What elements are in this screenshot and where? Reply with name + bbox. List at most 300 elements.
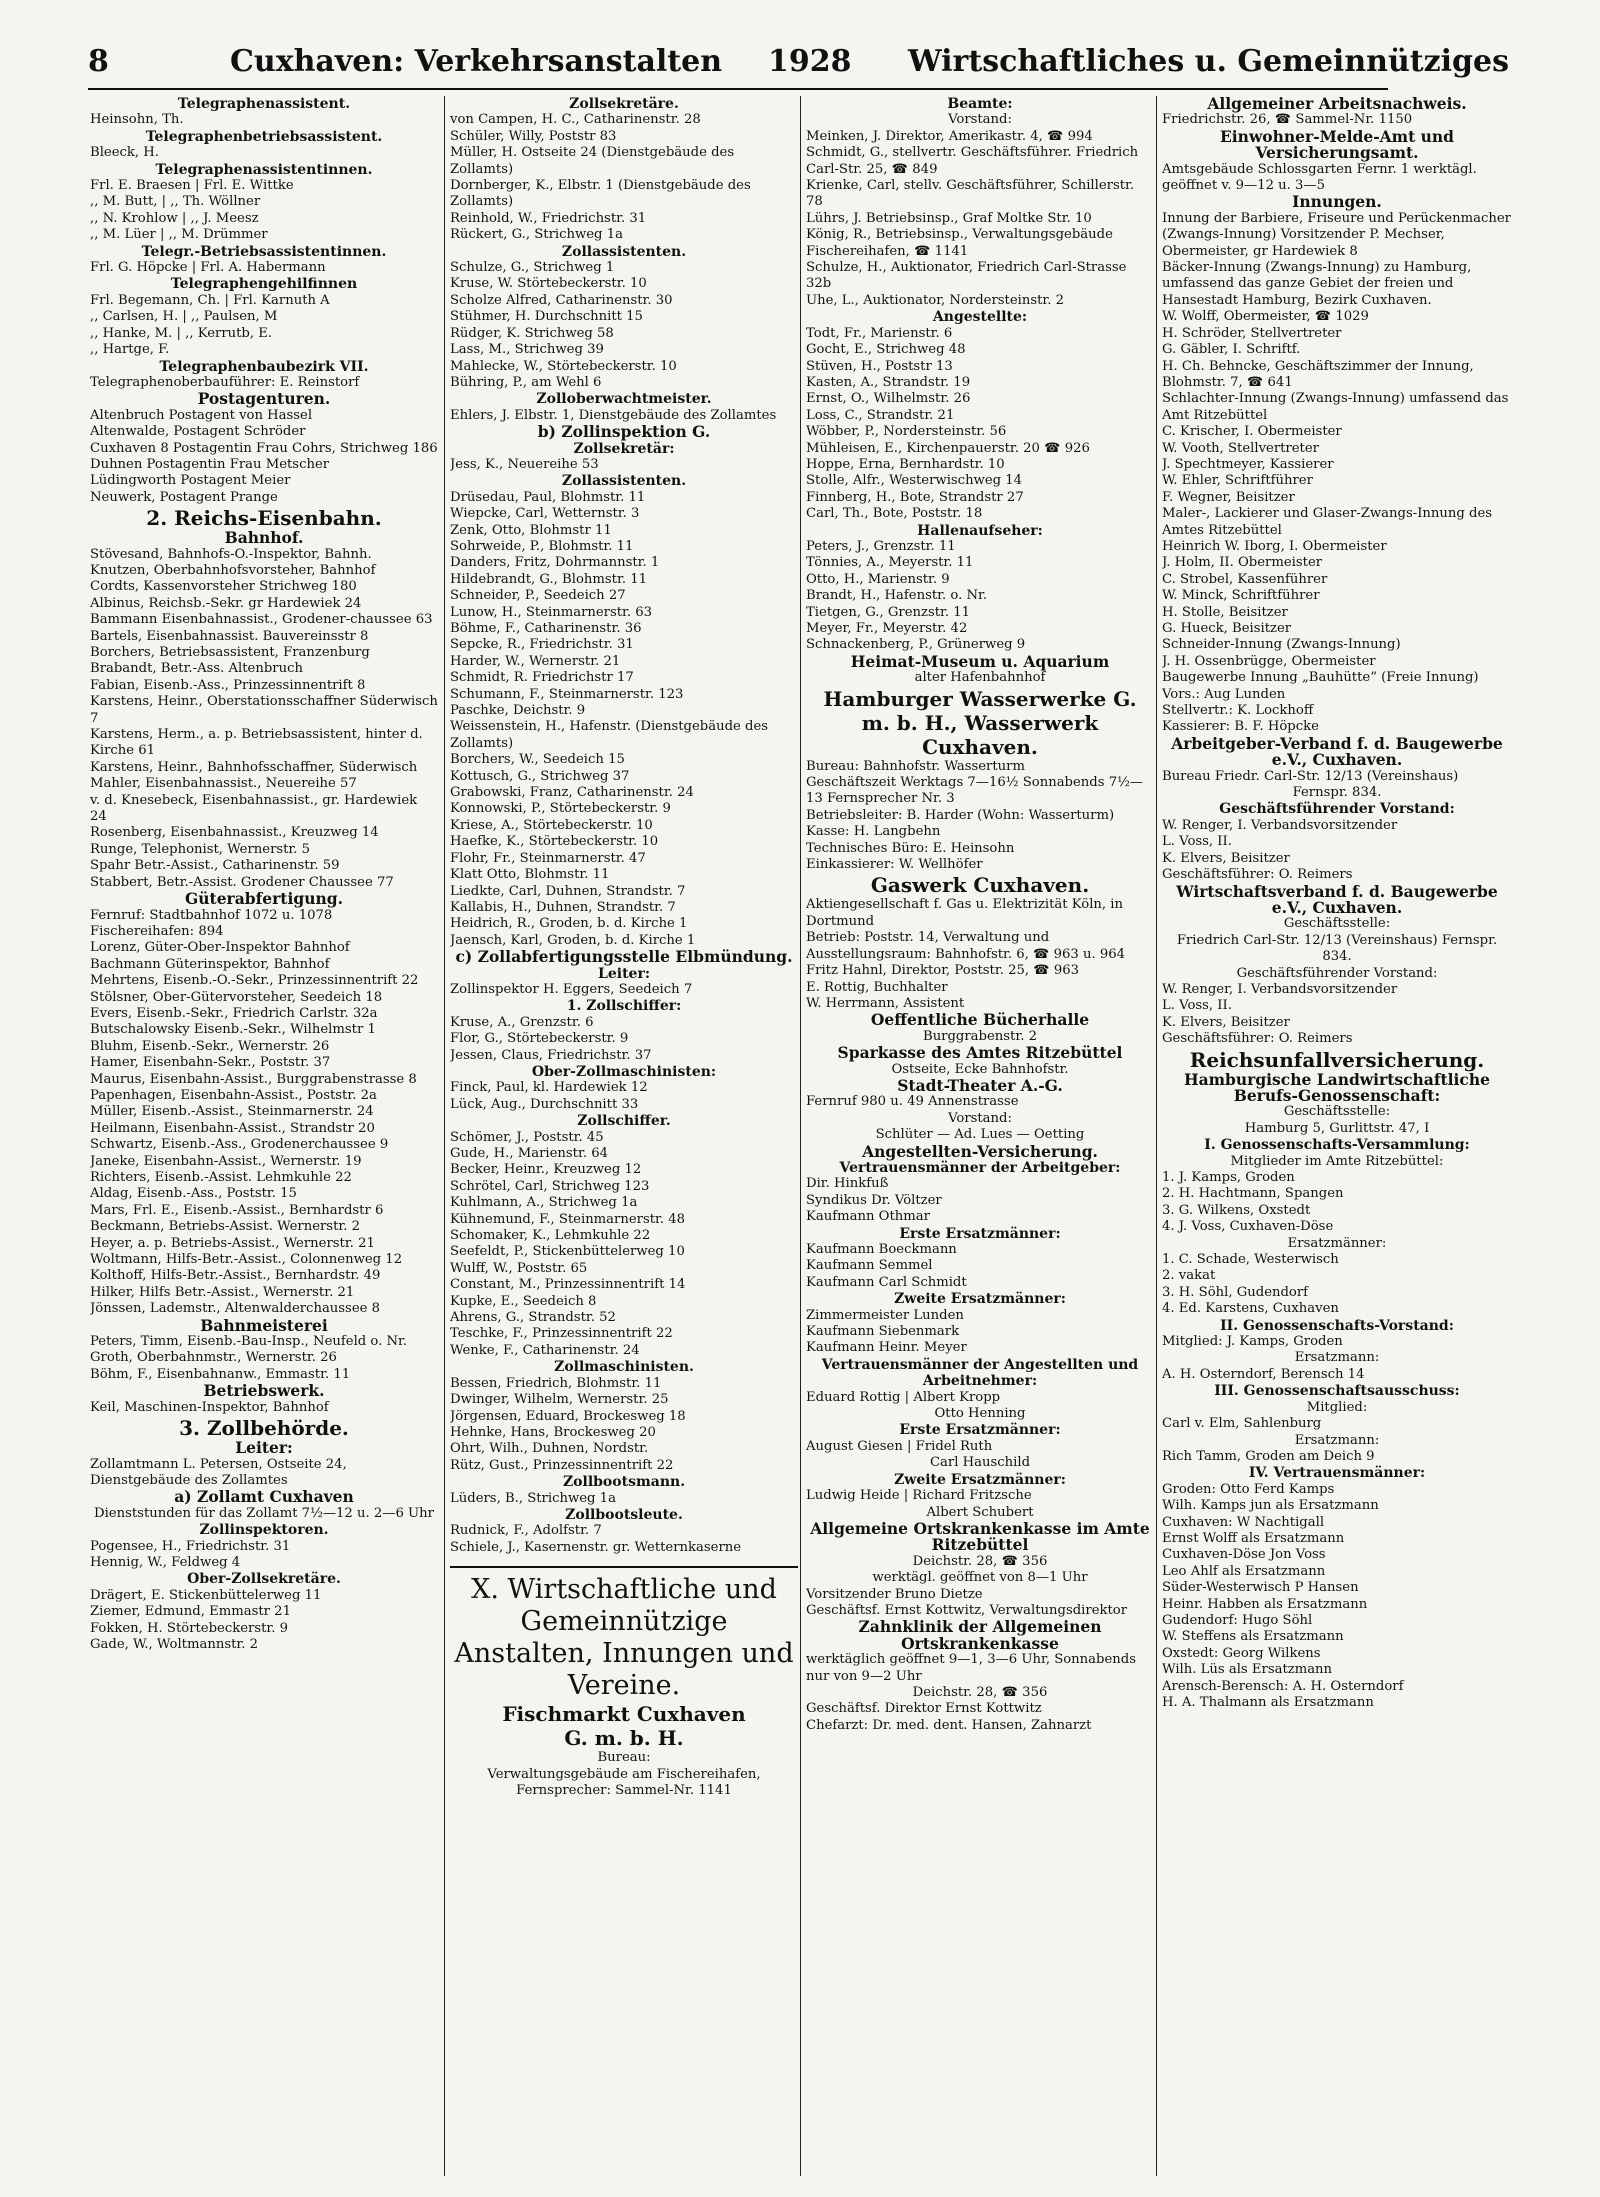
entry-line: König, R., Betriebsinsp., Verwaltungsgebäude Fischereihafen, ☎ 1141 (806, 227, 1113, 259)
entry-line: 2. H. Hachtmann, Spangen (1162, 1186, 1344, 1202)
entry-line: Carl, Th., Bote, Poststr. 18 (806, 506, 983, 522)
section-heading: Wirtschaftsverband f. d. Baugewerbe e.V., Cuxhaven. (1176, 881, 1498, 917)
entry-line: Tietgen, G., Grenzstr. 11 (806, 604, 971, 620)
section-heading: Fischmarkt Cuxhaven (502, 1702, 746, 1727)
entry-line: Loss, C., Strandstr. 21 (806, 407, 955, 423)
entry-line: Mitglieder im Amte Ritzebüttel: (1230, 1153, 1444, 1169)
entry-line: Butschalowsky Eisenb.-Sekr., Wilhelmstr 1 (90, 1022, 376, 1038)
entry-line: Seefeldt, P., Stickenbüttelerweg 10 (450, 1244, 685, 1260)
entry-line: 1. J. Kamps, Groden (1162, 1170, 1295, 1185)
entry-line: ,, M. Butt, | ,, Th. Wöllner (90, 194, 261, 210)
entry-line: Gude, H., Marienstr. 64 (450, 1146, 609, 1161)
entry-line: K. Elvers, Beisitzer (1162, 1014, 1290, 1030)
entry-line: Mitglied: (1306, 1399, 1368, 1415)
section-heading: Innungen. (1292, 192, 1382, 212)
entry-line: Heinsohn, Th. (90, 112, 184, 128)
section-heading: Zollsekretär: (573, 440, 675, 457)
entry-line: Bessen, Friedrich, Blohmstr. 11 (450, 1375, 662, 1391)
entry-line: Heilmann, Eisenbahn-Assist., Strandstr 20 (90, 1120, 375, 1136)
section-heading: Beamte: (947, 96, 1013, 112)
entry-line: Dienststunden für das Zollamt 7½—12 u. 2—6 Uhr (94, 1505, 434, 1521)
entry-line: G. Hueck, Beisitzer (1162, 621, 1292, 636)
section-heading: Zweite Ersatzmänner: (894, 1471, 1066, 1488)
entry-line: Lüders, B., Strichweg 1a (450, 1490, 616, 1506)
entry-line: Cuxhaven-Döse Jon Voss (1162, 1547, 1326, 1563)
entry-line: Geschäftsführer: O. Reimers (1162, 1031, 1353, 1047)
entry-line: Jessen, Claus, Friedrichstr. 37 (450, 1047, 652, 1063)
entry-line: Lunow, H., Steinmarnerstr. 63 (450, 604, 653, 620)
entry-line: Brabandt, Betr.-Ass. Altenbruch (90, 661, 303, 677)
entry-line: Kasse: H. Langbehn (806, 824, 941, 840)
entry-line: Bartels, Eisenbahnassist. Bauvereinsstr 8 (90, 628, 369, 644)
section-heading: Erste Ersatzmänner: (899, 1422, 1061, 1439)
entry-line: Beckmann, Betriebs-Assist. Wernerstr. 2 (90, 1219, 361, 1235)
entry-line: Stölsner, Ober-Gütervorsteher, Seedeich 18 (90, 989, 383, 1005)
entry-line: Mahler, Eisenbahnassist., Neuereihe 57 (90, 776, 357, 792)
entry-line: H. Schröder, Stellvertreter (1162, 325, 1342, 341)
entry-line: Groden: Otto Ferd Kamps (1162, 1481, 1335, 1497)
section-heading: Telegr.-Betriebsassistentinnen. (141, 243, 387, 260)
entry-line: Reinhold, W., Friedrichstr. 31 (450, 210, 647, 226)
entry-line: Fabian, Eisenb.-Ass., Prinzessinnentrift 8 (90, 677, 366, 693)
entry-line: Kruse, A., Grenzstr. 6 (450, 1014, 594, 1030)
entry-line: Scholze Alfred, Catharinenstr. 30 (450, 292, 673, 308)
entry-line: Karstens, Heinr., Bahnhofsschaffner, Süderwisch (90, 759, 418, 775)
entry-line: Aktiengesellschaft f. Gas u. Elektrizität Köln, in Dortmund (806, 897, 1124, 929)
entry-line: Eduard Rottig | Albert Kropp (806, 1389, 1001, 1405)
entry-line: Geschäftsführender Vorstand: (1236, 965, 1438, 981)
section-heading: c) Zollabfertigungsstelle Elbmündung. (455, 947, 793, 967)
entry-line: Hehnke, Hans, Brockesweg 20 (450, 1424, 656, 1440)
entry-line: Hamburg 5, Gurlittstr. 47, I (1244, 1120, 1430, 1136)
entry-line: Finnberg, H., Bote, Strandstr 27 (806, 489, 1024, 505)
entry-line: 4. Ed. Karstens, Cuxhaven (1162, 1301, 1339, 1317)
section-heading: Hallenaufseher: (917, 522, 1043, 539)
entry-line: L. Voss, II. (1162, 998, 1232, 1014)
entry-line: Harder, W., Wernerstr. 21 (450, 653, 621, 669)
entry-line: Meinken, J. Direktor, Amerikastr. 4, ☎ 994 (806, 128, 1093, 144)
entry-line: 3. G. Wilkens, Oxstedt (1162, 1202, 1311, 1218)
entry-line: Bureau: (597, 1750, 651, 1766)
entry-line: Baugewerbe Innung „Bauhütte“ (Freie Innung) (1162, 670, 1479, 686)
entry-line: Janeke, Eisenbahn-Assist., Wernerstr. 19 (90, 1153, 362, 1169)
entry-line: Sepcke, R., Friedrichstr. 31 (450, 637, 634, 653)
section-heading: Telegraphenbaubezirk VII. (159, 358, 369, 375)
section-heading: Reichsunfallversicherung. (1189, 1047, 1485, 1072)
section-heading: Angestellte: (932, 309, 1028, 326)
section-heading: Arbeitgeber-Verband f. d. Baugewerbe e.V., Cuxhaven. (1171, 733, 1503, 770)
entry-line: J. Spechtmeyer, Kassierer (1162, 456, 1334, 472)
entry-line: W. Vooth, Stellvertreter (1162, 440, 1319, 456)
entry-line: Peters, Timm, Eisenb.-Bau-Insp., Neufeld o. Nr. (90, 1334, 408, 1350)
entry-line: Wöbber, P., Nordersteinstr. 56 (806, 424, 1007, 440)
entry-line: Cordts, Kassenvorsteher Strichweg 180 (90, 579, 357, 595)
entry-line: G. Gäbler, I. Schriftf. (1162, 342, 1301, 358)
entry-line: Jaensch, Karl, Groden, b. d. Kirche 1 (450, 932, 696, 948)
entry-line: Schneider, P., Seedeich 27 (450, 588, 626, 604)
entry-line: Kassierer: B. F. Höpcke (1162, 719, 1319, 735)
entry-line: Betrieb: Poststr. 14, Verwaltung und Ausstellungsraum: Bahnhofstr. 6, ☎ 963 u. 964 (806, 930, 1126, 962)
entry-line: Kasten, A., Strandstr. 19 (806, 374, 971, 390)
section-heading: II. Genossenschafts-Vorstand: (1220, 1317, 1454, 1334)
entry-line: Arensch-Berensch: A. H. Osterndorf (1162, 1678, 1404, 1694)
entry-line: Schomaker, K., Lehmkuhle 22 (450, 1228, 651, 1244)
entry-line: Friedrich Carl-Str. 12/13 (Vereinshaus) Fernspr. 834. (1176, 932, 1498, 965)
entry-line: Albinus, Reichsb.-Sekr. gr Hardewiek 24 (90, 595, 362, 611)
entry-line: Mahlecke, W., Störtebeckerstr. 10 (450, 358, 677, 374)
entry-line: Finck, Paul, kl. Hardewiek 12 (450, 1080, 648, 1096)
entry-line: Jönssen, Lademstr., Altenwalderchaussee 8 (90, 1301, 381, 1317)
entry-line: Rosenberg, Eisenbahnassist., Kreuzweg 14 (90, 825, 379, 841)
entry-line: Einkassierer: W. Wellhöfer (806, 857, 983, 873)
entry-line: Flor, G., Störtebeckerstr. 9 (450, 1031, 629, 1047)
entry-line: Ersatzmänner: (1287, 1235, 1387, 1251)
entry-line: Bammann Eisenbahnassist., Grodener-chaussee 63 (90, 612, 433, 628)
entry-line: Klatt Otto, Blohmstr. 11 (450, 867, 610, 883)
page-number: 8 (88, 44, 109, 79)
section-heading: Sparkasse des Amtes Ritzebüttel (837, 1043, 1123, 1063)
entry-line: Krienke, Carl, stellv. Geschäftsführer, Schillerstr. 78 (806, 178, 1135, 210)
entry-line: Richters, Eisenb.-Assist. Lehmkuhle 22 (90, 1170, 352, 1185)
entry-line: Rudnick, F., Adolfstr. 7 (450, 1523, 602, 1539)
column-2 (450, 96, 798, 2176)
entry-line: Albert Schubert (926, 1504, 1034, 1520)
section-heading: Oeffentliche Bücherhalle (870, 1010, 1090, 1030)
section-heading: Postagenturen. (197, 389, 331, 409)
entry-line: Frl. G. Höpcke | Frl. A. Habermann (90, 260, 326, 276)
entry-line: Schiele, J., Kasernenstr. gr. Wetternkaserne (450, 1539, 742, 1555)
entry-line: Stabbert, Betr.-Assist. Grodener Chaussee 77 (90, 874, 394, 890)
entry-line: W. Wolff, Obermeister, ☎ 1029 (1162, 309, 1369, 325)
entry-line: Runge, Telephonist, Wernerstr. 5 (90, 841, 311, 857)
entry-line: E. Rottig, Buchhalter (806, 979, 948, 995)
section-heading: Zollassistenten. (561, 243, 687, 260)
entry-line: Meyer, Fr., Meyerstr. 42 (806, 621, 968, 636)
entry-line: Woltmann, Hilfs-Betr.-Assist., Colonnenweg 12 (90, 1252, 403, 1268)
entry-line: Kolthoff, Hilfs-Betr.-Assist., Bernhardstr. 49 (90, 1268, 381, 1284)
header-right-title: Wirtschaftliches u. Gemeinnütziges (908, 44, 1509, 79)
entry-line: Kuhlmann, A., Strichweg 1a (450, 1195, 638, 1211)
entry-line: Becker, Heinr., Kreuzweg 12 (450, 1162, 642, 1178)
section-heading: Bahnhof. (224, 528, 304, 548)
section-heading: Leiter: (598, 965, 650, 982)
entry-line: Kupke, E., Seedeich 8 (450, 1293, 597, 1309)
entry-line: Wiepcke, Carl, Wetternstr. 3 (450, 506, 640, 522)
entry-line: Schulze, H., Auktionator, Friedrich Carl-Strasse 32b (806, 260, 1127, 292)
entry-line: Wulff, W., Poststr. 65 (450, 1260, 588, 1276)
entry-line: Rich Tamm, Groden am Deich 9 (1162, 1448, 1375, 1464)
entry-line: Kühnemund, F., Steinmarnerstr. 48 (450, 1211, 686, 1227)
entry-line: Fokken, H. Störtebeckerstr. 9 (90, 1620, 289, 1636)
column-divider (444, 96, 445, 2176)
section-heading: Zahnklinik der Allgemeinen Ortskrankenkasse (858, 1617, 1102, 1653)
entry-line: J. H. Ossenbrügge, Obermeister (1162, 653, 1376, 669)
entry-line: Heinrich W. Iborg, I. Obermeister (1162, 538, 1387, 554)
header-year: 1928 (768, 44, 852, 79)
entry-line: Tönnies, A., Meyerstr. 11 (806, 555, 974, 571)
entry-line: Bachmann Güterinspektor, Bahnhof (90, 956, 330, 972)
entry-line: Leo Ahlf als Ersatzmann (1162, 1563, 1326, 1579)
entry-line: Schwartz, Eisenb.-Ass., Grodenerchaussee 9 (90, 1137, 389, 1153)
entry-line: Stühmer, H. Durchschnitt 15 (450, 309, 643, 325)
entry-line: H. Ch. Behncke, Geschäftszimmer der Innung, Blohmstr. 7, ☎ 641 (1162, 358, 1474, 390)
section-heading: 2. Reichs-Eisenbahn. (146, 506, 382, 531)
entry-line: 4. J. Voss, Cuxhaven-Döse (1162, 1219, 1334, 1235)
entry-line: Todt, Fr., Marienstr. 6 (806, 325, 953, 341)
entry-line: Zollamtmann L. Petersen, Ostseite 24, Dienstgebäude des Zollamtes (90, 1456, 347, 1488)
entry-line: Ehlers, J. Elbstr. 1, Dienstgebäude des Zollamtes (450, 407, 777, 423)
entry-line: Heyer, a. p. Betriebs-Assist., Wernerstr. 21 (90, 1235, 375, 1251)
entry-line: Stövesand, Bahnhofs-O.-Inspektor, Bahnh. (90, 546, 372, 562)
entry-line: Borchers, Betriebsassistent, Franzenburg (90, 645, 370, 660)
entry-line: Hamer, Eisenbahn-Sekr., Poststr. 37 (90, 1055, 331, 1071)
entry-line: Rütz, Gust., Prinzessinnentrift 22 (450, 1457, 674, 1473)
entry-line: Stüven, H., Poststr 13 (806, 358, 953, 374)
entry-line: Cuxhaven 8 Postagentin Frau Cohrs, Strichweg 186 (90, 440, 438, 456)
entry-line: Betriebsleiter: B. Harder (Wohn: Wasserturm) (806, 807, 1115, 823)
entry-line: Konnowski, P., Störtebeckerstr. 9 (450, 801, 671, 817)
section-heading: Zollschiffer. (577, 1113, 671, 1130)
entry-line: Technisches Büro: E. Heinsohn (806, 840, 1015, 856)
entry-line: Böhm, F., Eisenbahnanw., Emmastr. 11 (90, 1366, 351, 1382)
entry-line: Schmidt, R. Friedrichstr 17 (450, 670, 634, 686)
entry-line: Peters, J., Grenzstr. 11 (806, 538, 956, 554)
entry-line: Aldag, Eisenb.-Ass., Poststr. 15 (90, 1186, 297, 1202)
entry-line: Karstens, Heinr., Oberstationsschaffner Süderwisch 7 (90, 694, 438, 726)
entry-line: Vors.: Aug Lunden (1162, 686, 1286, 702)
entry-line: Bluhm, Eisenb.-Sekr., Wernerstr. 26 (90, 1038, 330, 1054)
section-heading: Erste Ersatzmänner: (899, 1225, 1061, 1242)
entry-line: Heinr. Habben als Ersatzmann (1162, 1596, 1368, 1612)
entry-line: Süder-Westerwisch P Hansen (1162, 1580, 1359, 1596)
column-1 (90, 96, 438, 2176)
entry-line: Geschäftsstelle: (1283, 1104, 1391, 1120)
entry-line: Otto, H., Marienstr. 9 (806, 571, 950, 587)
entry-line: Zimmermeister Lunden (806, 1307, 964, 1323)
entry-line: Geschäftsstelle: (1283, 916, 1391, 932)
entry-line: Lorenz, Güter-Ober-Inspektor Bahnhof (90, 940, 350, 956)
entry-line: Borchers, W., Seedeich 15 (450, 752, 625, 768)
entry-line: Schüler, Willy, Poststr 83 (450, 128, 617, 144)
entry-line: Dir. Hinkfuß (806, 1176, 889, 1192)
entry-line: Maler-, Lackierer und Glaser-Zwangs-Innung des Amtes Ritzebüttel (1162, 506, 1493, 538)
entry-line: Geschäftsführer: O. Reimers (1162, 867, 1353, 883)
section-heading: Zollmaschinisten. (554, 1359, 694, 1376)
section-heading: Ober-Zollmaschinisten: (531, 1063, 717, 1080)
column-3 (806, 96, 1154, 2176)
entry-line: ,, M. Lüer | ,, M. Drümmer (90, 227, 268, 243)
entry-line: Paschke, Deichstr. 9 (450, 703, 586, 719)
entry-line: Haefke, K., Störtebeckerstr. 10 (450, 834, 659, 850)
entry-line: alter Hafenbahnhof (914, 670, 1046, 686)
section-heading: IV. Vertrauensmänner: (1248, 1465, 1426, 1482)
entry-line: Wilh. Lüs als Ersatzmann (1162, 1662, 1333, 1678)
entry-line: Carl v. Elm, Sahlenburg (1162, 1416, 1322, 1432)
entry-line: Vorsitzender Bruno Dietze (806, 1586, 983, 1602)
entry-line: Zenk, Otto, Blohmstr 11 (450, 522, 612, 538)
entry-line: Brandt, H., Hafenstr. o. Nr. (806, 588, 988, 604)
entry-line: Mühleisen, E., Kirchenpauerstr. 20 ☎ 926 (806, 440, 1090, 456)
entry-line: Vorstand: (948, 1110, 1012, 1126)
entry-line: Fernspr. 834. (1292, 785, 1382, 801)
header-rule (88, 88, 1388, 90)
entry-line: Bühring, P., am Wehl 6 (450, 374, 602, 390)
entry-line: Evers, Eisenb.-Sekr., Friedrich Carlstr. 32a (90, 1005, 378, 1021)
entry-line: Neuwerk, Postagent Prange (90, 489, 278, 505)
section-heading: Stadt-Theater A.-G. (897, 1075, 1063, 1095)
entry-line: Geschäftszeit Werktags 7—16½ Sonnabends 7½—13 Fernsprecher Nr. 3 (806, 775, 1144, 807)
entry-line: Mars, Frl. E., Eisenb.-Assist., Bernhardstr 6 (90, 1202, 384, 1218)
entry-line: Dornberger, K., Elbstr. 1 (Dienstgebäude des Zollamts) (450, 178, 751, 210)
section-heading: Zollsekretäre. (569, 96, 679, 112)
entry-line: W. Steffens als Ersatzmann (1162, 1629, 1344, 1645)
entry-line: Deichstr. 28, ☎ 356 (912, 1684, 1048, 1700)
entry-line: Flohr, Fr., Steinmarnerstr. 47 (450, 850, 646, 866)
entry-line: Kaufmann Othmar (806, 1209, 930, 1225)
entry-line: Bureau Friedr. Carl-Str. 12/13 (Vereinshaus) (1162, 768, 1459, 784)
section-heading: Betriebswerk. (203, 1381, 325, 1401)
entry-line: 2. vakat (1162, 1268, 1216, 1284)
section-heading: Telegraphenassistentinnen. (155, 161, 373, 178)
entry-line: W. Ehler, Schriftführer (1162, 473, 1313, 489)
entry-line: W. Renger, I. Verbandsvorsitzender (1162, 817, 1398, 833)
section-heading: Angestellten-Versicherung. (862, 1141, 1098, 1161)
section-heading: Güterabfertigung. (185, 889, 343, 909)
entry-line: Hoppe, Erna, Bernhardstr. 10 (806, 456, 1005, 472)
entry-line: Schneider-Innung (Zwangs-Innung) (1162, 637, 1401, 653)
entry-line: Weissenstein, H., Hafenstr. (Dienstgebäude des Zollamts) (450, 719, 769, 751)
entry-line: Rückert, G., Strichweg 1a (450, 227, 623, 243)
entry-line: ,, Carlsen, H. | ,, Paulsen, M (90, 309, 278, 325)
entry-line: Wilh. Kamps jun als Ersatzmann (1162, 1498, 1379, 1514)
entry-line: Chefarzt: Dr. med. dent. Hansen, Zahnarzt (806, 1717, 1092, 1733)
section-heading: X. Wirtschaftliche und Gemeinnützige Anstalten, Innungen und Vereine. (450, 1566, 798, 1702)
entry-line: Drüsedau, Paul, Blohmstr. 11 (450, 489, 646, 505)
entry-line: Spahr Betr.-Assist., Catharinenstr. 59 (90, 858, 340, 874)
section-heading: Leiter: (235, 1438, 293, 1458)
entry-line: Teschke, F., Prinzessinnentrift 22 (450, 1326, 673, 1342)
entry-line: v. d. Knesebeck, Eisenbahnassist., gr. Hardewiek 24 (90, 792, 418, 825)
entry-line: Ersatzmann: (1294, 1350, 1380, 1366)
entry-line: Kaufmann Carl Schmidt (806, 1274, 967, 1290)
entry-line: H. Stolle, Beisitzer (1162, 604, 1288, 620)
entry-line: Müller, Eisenb.-Assist., Steinmarnerstr. 24 (90, 1104, 374, 1120)
entry-line: Kriese, A., Störtebeckerstr. 10 (450, 817, 653, 833)
entry-line: Schmidt, G., stellvertr. Geschäftsführer. Friedrich Carl-Str. 25, ☎ 849 (806, 145, 1139, 177)
entry-line: Carl Hauschild (929, 1455, 1031, 1471)
entry-line: Hildebrandt, G., Blohmstr. 11 (450, 571, 647, 587)
entry-line: August Giesen | Fridel Ruth (806, 1438, 993, 1454)
column-4 (1162, 96, 1512, 2176)
entry-line: Knutzen, Oberbahnhofsvorsteher, Bahnhof (90, 562, 376, 578)
entry-line: Schlachter-Innung (Zwangs-Innung) umfassend das Amt Ritzebüttel (1162, 391, 1509, 423)
entry-line: Duhnen Postagentin Frau Metscher (90, 456, 330, 472)
entry-line: Kottusch, G., Strichweg 37 (450, 768, 630, 784)
section-heading: Zollinspektoren. (199, 1522, 329, 1539)
section-heading: Bahnmeisterei (200, 1315, 328, 1335)
section-heading: Zollbootsleute. (565, 1506, 683, 1523)
entry-line: Zollinspektor H. Eggers, Seedeich 7 (450, 981, 693, 997)
entry-line: Ohrt, Wilh., Duhnen, Nordstr. (450, 1441, 649, 1457)
entry-line: Hilker, Hilfs Betr.-Assist., Wernerstr. 21 (90, 1284, 355, 1300)
entry-line: Oxstedt: Georg Wilkens (1162, 1645, 1321, 1661)
entry-line: Schrötel, Carl, Strichweg 123 (450, 1178, 650, 1194)
entry-line: Kaufmann Siebenmark (806, 1324, 960, 1340)
entry-line: Keil, Maschinen-Inspektor, Bahnhof (90, 1399, 329, 1415)
entry-line: ,, N. Krohlow | ,, J. Meesz (90, 210, 259, 226)
entry-line: Fernruf 980 u. 49 Annenstrasse (806, 1094, 1019, 1110)
section-heading: Telegraphenassistent. (177, 96, 351, 112)
entry-line: Papenhagen, Eisenbahn-Assist., Poststr. 2a (90, 1087, 377, 1103)
entry-line: Mitglied: J. Kamps, Groden (1162, 1334, 1343, 1350)
entry-line: Ahrens, G., Strandstr. 52 (450, 1310, 616, 1326)
entry-line: Gudendorf: Hugo Söhl (1162, 1612, 1313, 1628)
page-header (88, 44, 1509, 88)
section-heading: a) Zollamt Cuxhaven (174, 1487, 354, 1507)
section-heading: Zollassistenten. (561, 473, 687, 490)
entry-line: Drägert, E. Stickenbüttelerweg 11 (90, 1587, 322, 1603)
section-heading: Zweite Ersatzmänner: (894, 1291, 1066, 1308)
section-heading: Gaswerk Cuxhaven. (870, 873, 1090, 898)
entry-line: Frl. E. Braesen | Frl. E. Wittke (90, 178, 294, 194)
entry-line: Schnackenberg, P., Grünerweg 9 (806, 637, 1026, 653)
entry-line: A. H. Osterndorf, Berensch 14 (1162, 1366, 1365, 1382)
entry-line: W. Minck, Schriftführer (1162, 588, 1320, 604)
entry-line: Ziemer, Edmund, Emmastr 21 (90, 1604, 291, 1620)
entry-line: Lück, Aug., Durchschnitt 33 (450, 1096, 639, 1112)
column-divider (800, 96, 801, 2176)
entry-line: Friedrichstr. 26, ☎ Sammel-Nr. 1150 (1162, 112, 1413, 128)
section-heading: 1. Zollschiffer: (566, 998, 682, 1015)
entry-line: Fritz Hahnl, Direktor, Poststr. 25, ☎ 963 (806, 963, 1080, 979)
entry-line: Jörgensen, Eduard, Brockesweg 18 (450, 1408, 686, 1424)
header-left-title: Cuxhaven: Verkehrsanstalten (230, 44, 723, 79)
section-heading: Vertrauensmänner der Angestellten und Arbeitnehmer: (821, 1356, 1139, 1390)
section-heading: I. Genossenschafts-Versammlung: (1204, 1137, 1470, 1154)
entry-line: Schlüter — Ad. Lues — Oetting (875, 1127, 1085, 1143)
entry-line: Kruse, W. Störtebeckerstr. 10 (450, 276, 647, 292)
entry-line: Schulze, G., Strichweg 1 (450, 260, 615, 276)
entry-line: Frl. Begemann, Ch. | Frl. Karnuth A (90, 292, 330, 308)
entry-line: Maurus, Eisenbahn-Assist., Burggrabenstrasse 8 (90, 1071, 417, 1087)
entry-line: Kaufmann Semmel (806, 1258, 933, 1274)
entry-line: Altenbruch Postagent von Hassel (90, 407, 313, 423)
section-heading: Zollbootsmann. (562, 1474, 686, 1491)
entry-line: Lührs, J. Betriebsinsp., Graf Moltke Str. 10 (806, 210, 1092, 226)
entry-line: Stolle, Alfr., Westerwischweg 14 (806, 473, 1023, 489)
entry-line: K. Elvers, Beisitzer (1162, 850, 1290, 866)
entry-line: H. A. Thalmann als Ersatzmann (1162, 1695, 1374, 1710)
entry-line: Schömer, J., Poststr. 45 (450, 1129, 604, 1145)
entry-line: Bleeck, H. (90, 145, 159, 161)
entry-line: L. Voss, II. (1162, 834, 1232, 850)
entry-line: werktäglich geöffnet 9—1, 3—6 Uhr, Sonnabends nur von 9—2 Uhr (806, 1652, 1136, 1684)
entry-line: Innung der Barbiere, Friseure und Perückenmacher (Zwangs-Innung) Vorsitzender P. Mechser, Obermeister, gr Hardewiek 8 (1162, 210, 1511, 259)
entry-line: Altenwalde, Postagent Schröder (90, 424, 306, 440)
entry-line: Kaufmann Boeckmann (806, 1242, 957, 1257)
entry-line: ,, Hanke, M. | ,, Kerrutb, E. (90, 325, 273, 341)
entry-line: Lüdingworth Postagent Meier (90, 473, 291, 489)
entry-line: 3. H. Söhl, Gudendorf (1162, 1284, 1309, 1300)
section-heading: 3. Zollbehörde. (179, 1416, 349, 1441)
section-heading: Einwohner-Melde-Amt und Versicherungsamt. (1219, 126, 1455, 163)
entry-line: Danders, Fritz, Dohrmannstr. 1 (450, 555, 660, 571)
entry-line: Stellvertr.: K. Lockhoff (1162, 703, 1314, 719)
entry-line: Ludwig Heide | Richard Fritzsche (806, 1488, 1032, 1504)
entry-line: Vorstand: (948, 112, 1012, 128)
entry-line: C. Strobel, Kassenführer (1162, 571, 1328, 587)
entry-line: Ernst, O., Wilhelmstr. 26 (806, 391, 971, 407)
